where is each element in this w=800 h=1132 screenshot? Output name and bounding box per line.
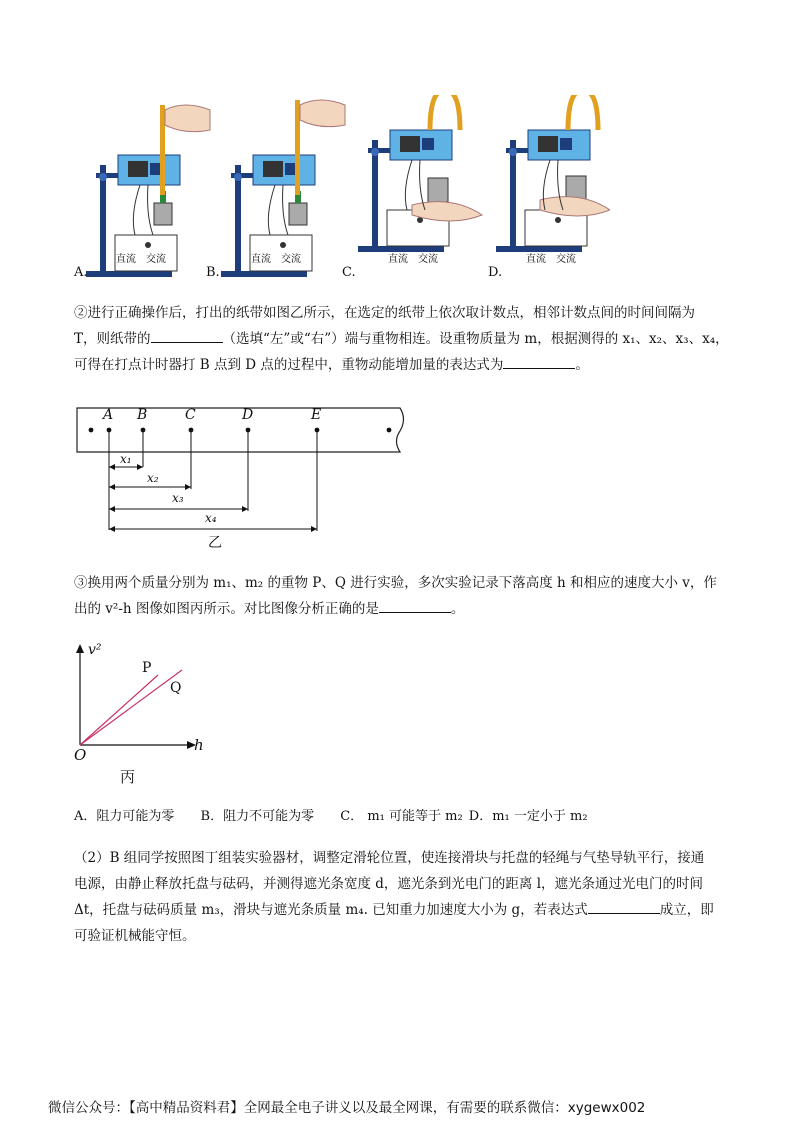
question-b-group <box>74 845 734 949</box>
apparatus-figures <box>70 95 610 285</box>
point-b: B <box>137 407 148 423</box>
q4-line3 <box>74 897 734 923</box>
point-d: D <box>242 407 254 423</box>
line-p-label: P <box>142 660 152 676</box>
q2-line3 <box>74 352 734 378</box>
choice-b[interactable]: B．阻力不可能为零 <box>200 809 315 824</box>
answer-blank-1 <box>151 328 223 343</box>
distance-x3: x₃ <box>172 491 184 505</box>
footer-ad: 微信公众号：【高中精品资料君】全网最全电子讲义以及最全网课，有需要的联系微信：xygewx002 <box>48 1100 646 1116</box>
answer-blank-2 <box>503 354 575 369</box>
choice-d[interactable]: D．m₁ 一定小于 m₂ <box>468 809 588 824</box>
ac-label-a: 交流 <box>146 254 166 265</box>
y-axis-label: v² <box>88 642 102 658</box>
apparatus-d <box>496 95 610 252</box>
origin-label: O <box>74 746 87 764</box>
x-axis-label: h <box>194 736 204 754</box>
q4-line3a: Δt，托盘与砝码质量 m₃，滑块与遮光条质量 m₄. 已知重力加速度大小为 g，若表达式 <box>74 902 588 918</box>
distance-x4: x₄ <box>205 511 217 525</box>
q4-line1: （2）B 组同学按照图丁组装实验器材，调整定滑轮位置，使连接滑块与托盘的轻绳与气垫导轨平行，接通 <box>74 850 705 866</box>
point-e: E <box>311 407 322 423</box>
point-a: A <box>103 407 114 423</box>
dc-label-c: 直流 <box>388 254 408 265</box>
q4-line4: 可验证机械能守恒。 <box>74 928 196 944</box>
q3-line2a: 出的 v²-h 图像如图丙所示。对比图像分析正确的是 <box>74 601 379 617</box>
q2-line2a: T，则纸带的 <box>74 331 151 347</box>
ac-label-c: 交流 <box>418 254 438 265</box>
option-c-label: C. <box>342 265 356 280</box>
option-a-label: A. <box>74 265 88 280</box>
q3-line2 <box>74 596 734 622</box>
q2-line1: ②进行正确操作后，打出的纸带如图乙所示，在选定的纸带上依次取计数点，相邻计数点间的时间间隔为 <box>74 305 695 321</box>
dc-label-a: 直流 <box>116 254 136 265</box>
line-p <box>80 675 158 745</box>
answer-blank-3 <box>379 598 451 613</box>
ac-label-b: 交流 <box>281 254 301 265</box>
point-c: C <box>185 407 196 423</box>
q2-line3b: 。 <box>575 357 589 373</box>
q2-line2 <box>74 326 734 352</box>
v2-h-graph <box>70 640 220 790</box>
choice-list <box>74 805 610 824</box>
paper-tape-svg <box>75 405 415 555</box>
option-d-label: D. <box>488 265 503 280</box>
distance-x1: x₁ <box>120 452 132 466</box>
q3-line1: ③换用两个质量分别为 m₁、m₂ 的重物 P、Q 进行实验，多次实验记录下落高度 h 和相应的速度大小 v，作 <box>74 575 717 591</box>
line-q-label: Q <box>170 680 182 696</box>
choice-c[interactable]: C． m₁ 可能等于 m₂ <box>340 809 463 824</box>
q2-line3a: 可得在打点计时器打 B 点到 D 点的过程中，重物动能增加量的表达式为 <box>74 357 504 373</box>
apparatus-c <box>358 95 482 252</box>
choice-a[interactable]: A．阻力可能为零 <box>74 809 175 824</box>
q3-line2b: 。 <box>450 601 465 617</box>
q4-line2: 电源，由静止释放托盘与砝码，并测得遮光条宽度 d，遮光条到光电门的距离 l，遮光条通过光电门的时间 <box>74 876 704 892</box>
dc-label-d: 直流 <box>526 254 546 265</box>
figure-yi-caption: 乙 <box>208 535 222 551</box>
question-3 <box>74 570 734 622</box>
option-b-label: B. <box>206 265 220 280</box>
dc-label-b: 直流 <box>251 254 271 265</box>
q2-line2b: （选填“左”或“右”）端与重物相连。设重物质量为 m，根据测得的 x₁、x₂、x₃、x₄， <box>222 331 729 347</box>
figure-bing-caption: 丙 <box>120 768 136 786</box>
ac-label-d: 交流 <box>556 254 576 265</box>
line-q <box>80 670 182 745</box>
paper-tape-figure <box>75 405 415 555</box>
q4-line3b: 成立，即 <box>659 902 714 918</box>
distance-x2: x₂ <box>147 471 159 485</box>
answer-blank-4 <box>588 899 660 914</box>
question-2 <box>74 300 734 378</box>
